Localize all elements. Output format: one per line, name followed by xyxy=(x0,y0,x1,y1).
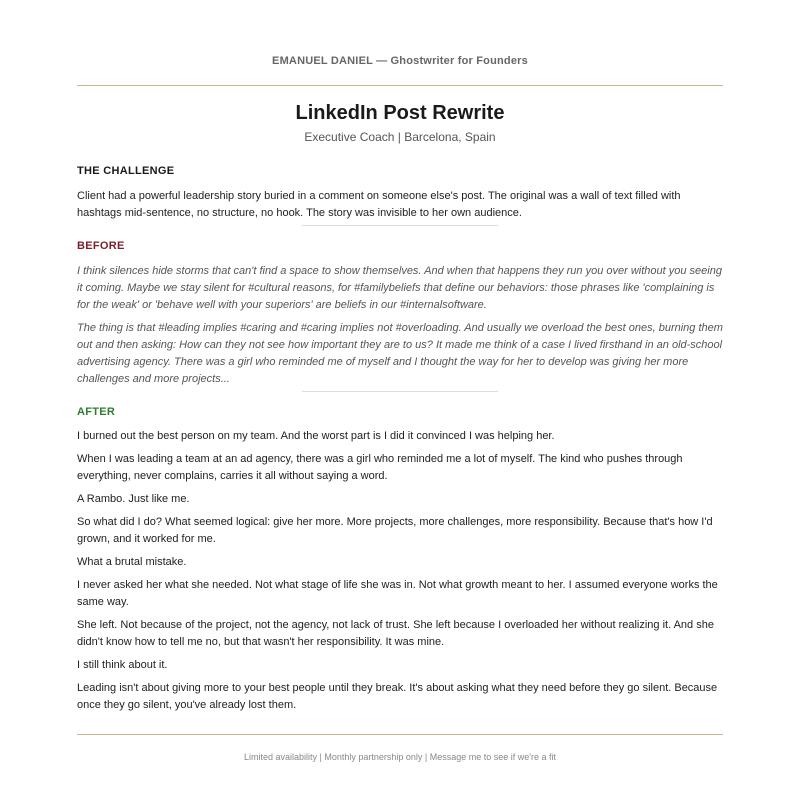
footer-note: Limited availability | Monthly partnership only | Message me to see if we're a fit xyxy=(243,752,557,762)
header-divider xyxy=(77,85,723,86)
before-paragraph: I think silences hide storms that can't find a space to show themselves. And when that happens they run you over without you seeing it coming. Maybe we stay silent for #cultural reasons, for #familybeliefs that define our behaviors: those phrases like 'complaining is for the weak' or 'behave well with your superiors' are beliefs in our #internalsoftware. xyxy=(77,265,722,311)
section-divider xyxy=(302,391,498,392)
after-paragraph: When I was leading a team at an ad agency, there was a girl who reminded me a lot of myself. The kind who pushes through everything, never complains, carries it all without saying a word. xyxy=(77,453,683,482)
after-paragraph: What a brutal mistake. xyxy=(77,556,187,568)
page-title: LinkedIn Post Rewrite xyxy=(295,102,505,124)
after-paragraph: I burned out the best person on my team. And the worst part is I did it convinced I was helping her. xyxy=(77,430,555,442)
after-paragraph: Leading isn't about giving more to your best people until they break. It's about asking what they need before they go silent. Because once they go silent, you've already lost them. xyxy=(77,682,718,711)
before-heading: BEFORE xyxy=(77,240,125,252)
after-paragraph: So what did I do? What seemed logical: give her more. More projects, more challenges, more responsibility. Because that's how I'd grown, and it worked for me. xyxy=(77,516,713,545)
after-paragraph: A Rambo. Just like me. xyxy=(77,493,190,505)
page-subtitle: Executive Coach | Barcelona, Spain xyxy=(304,130,496,144)
after-paragraph: I still think about it. xyxy=(77,659,168,671)
footer-divider xyxy=(77,734,723,735)
author-byline: EMANUEL DANIEL — Ghostwriter for Founders xyxy=(272,55,528,67)
before-paragraph: The thing is that #leading implies #caring and #caring implies not #overloading. And usually we overload the best ones, burning them out and then asking: How can they not see how important they are to us? It made me think of a case I lived firsthand in an old-school advertising agency. There was a girl who reminded me of myself and I thought the way for her to develop was giving her more challenges and more projects... xyxy=(77,322,723,385)
section-divider xyxy=(302,225,498,226)
challenge-heading: THE CHALLENGE xyxy=(77,165,175,177)
challenge-text: Client had a powerful leadership story buried in a comment on someone else's post. The original was a wall of text filled with hashtags mid-sentence, no structure, no hook. The story was invisible to her own audience. xyxy=(77,190,681,219)
document-page xyxy=(77,0,723,763)
after-paragraph: She left. Not because of the project, not the agency, not lack of trust. She left because I overloaded her without realizing it. And she didn't know how to tell me no, but that wasn't her responsibility. It was mine. xyxy=(77,619,714,648)
after-paragraph: I never asked her what she needed. Not what stage of life she was in. Not what growth meant to her. I assumed everyone works the same way. xyxy=(77,579,718,608)
after-heading: AFTER xyxy=(77,406,116,418)
